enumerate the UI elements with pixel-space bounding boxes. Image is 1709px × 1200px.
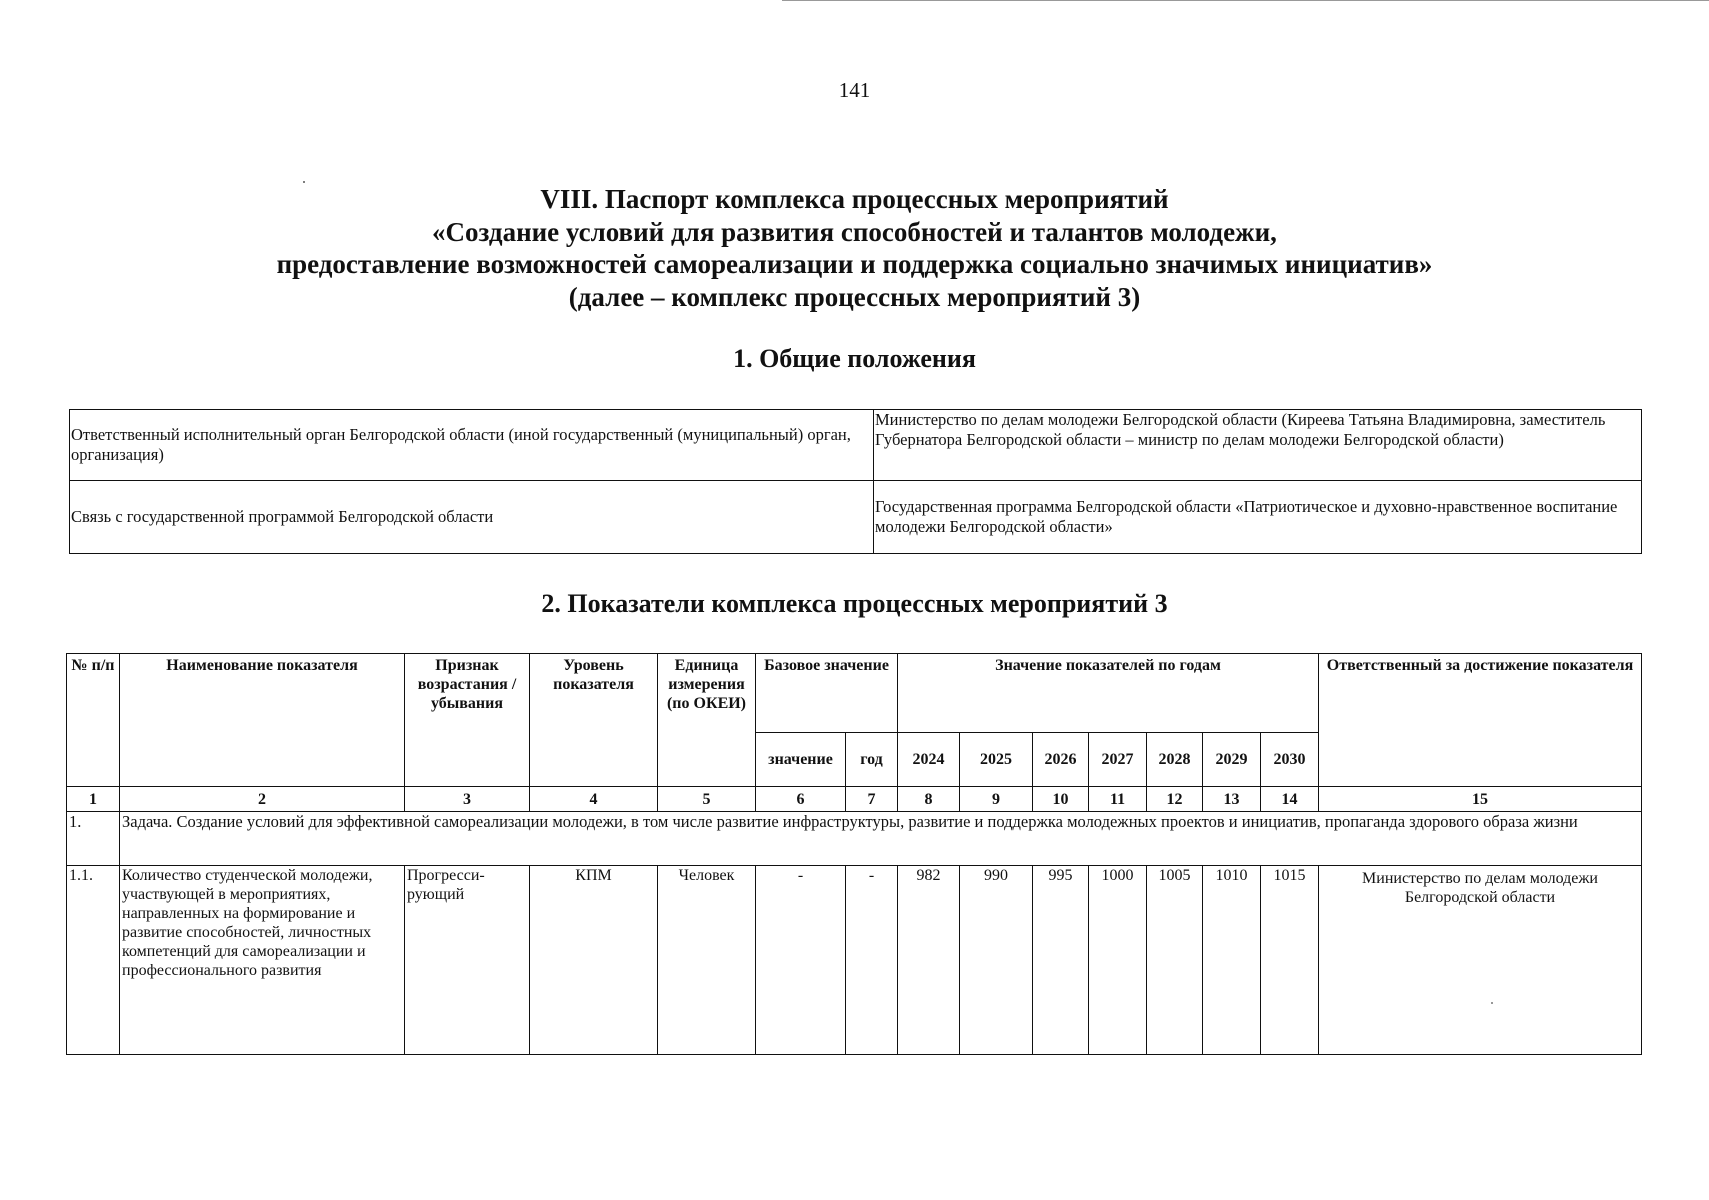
indicator-sign: Прогресси-рующий [405,866,530,1055]
column-number: 2 [120,787,405,812]
header-year: 2028 [1147,733,1203,787]
indicator-base-year: - [846,866,898,1055]
header-years-group: Значение показателей по годам [898,654,1319,733]
column-number: 7 [846,787,898,812]
column-number: 13 [1203,787,1261,812]
header-base: Базовое значение [756,654,898,733]
indicators-table [66,653,1642,1055]
indicator-level: КПМ [530,866,658,1055]
page-number: 141 [838,78,871,102]
indicator-row [67,866,1642,1055]
header-year: 2030 [1261,733,1319,787]
header-unit: Единица измерения (по ОКЕИ) [658,654,756,787]
title-line-3: предоставление возможностей самореализации и поддержка социально значимых инициатив» [276,249,1433,279]
title-line-2: «Создание условий для развития способностей и талантов молодежи, [432,216,1277,247]
column-number: 10 [1033,787,1089,812]
top-edge-line [782,0,1709,1]
task-num: 1. [67,812,120,866]
header-responsible: Ответственный за достижение показателя [1319,654,1642,787]
task-row [67,812,1642,866]
column-number-row [67,787,1642,812]
indicator-value: 982 [898,866,960,1055]
header-base-year: год [846,733,898,787]
header-level: Уровень показателя [530,654,658,787]
header-sign: Признак возрастания / убывания [405,654,530,787]
general-value-cell: Государственная программа Белгородской области «Патриотическое и духовно-нравственное воспитание молодежи Белгородской области» [874,481,1642,554]
column-number: 1 [67,787,120,812]
indicator-value: 990 [960,866,1033,1055]
task-text: Задача. Создание условий для эффективной самореализации молодежи, в том числе развитие инфраструктуры, развитие и поддержка молодежных проектов и инициатив, пропаганда здорового образа жизни [120,812,1642,866]
header-base-value: значение [756,733,846,787]
header-row [67,654,1642,733]
table-row [70,481,1642,554]
indicator-value: 995 [1033,866,1089,1055]
header-name: Наименование показателя [120,654,405,787]
general-label-cell: Ответственный исполнительный орган Белгородской области (иной государственный (муниципальный) орган, организация) [70,410,874,481]
indicator-value: 1015 [1261,866,1319,1055]
column-number: 14 [1261,787,1319,812]
general-value-cell: Министерство по делам молодежи Белгородской области (Киреева Татьяна Владимировна, заместитель Губернатора Белгородской области – министр по делам молодежи Белгородской области) [874,410,1642,481]
indicator-base-value: - [756,866,846,1055]
title-line-1: VIII. Паспорт комплекса процессных мероприятий [540,184,1169,214]
column-number: 4 [530,787,658,812]
general-provisions-table [69,409,1642,554]
column-number: 3 [405,787,530,812]
table-row [70,410,1642,481]
indicator-num: 1.1. [67,866,120,1055]
header-year: 2029 [1203,733,1261,787]
column-number: 15 [1319,787,1642,812]
column-number: 11 [1089,787,1147,812]
header-num: № п/п [67,654,120,787]
document-title [0,183,1709,313]
section-1-heading: 1. Общие положения [733,344,976,373]
column-number: 12 [1147,787,1203,812]
indicator-unit: Человек [658,866,756,1055]
column-number: 5 [658,787,756,812]
indicator-value: 1005 [1147,866,1203,1055]
section-2-heading: 2. Показатели комплекса процессных мероприятий 3 [541,589,1168,618]
indicator-value: 1000 [1089,866,1147,1055]
header-year: 2026 [1033,733,1089,787]
indicator-name: Количество студенческой молодежи, участвующей в мероприятиях, направленных на формирование и развитие способностей, личностных компетенций для самореализации и профессионального развития [120,866,405,1055]
general-label-cell: Связь с государственной программой Белгородской области [70,481,874,554]
header-year: 2027 [1089,733,1147,787]
indicator-value: 1010 [1203,866,1261,1055]
column-number: 9 [960,787,1033,812]
column-number: 6 [756,787,846,812]
column-number: 8 [898,787,960,812]
header-year: 2024 [898,733,960,787]
indicator-responsible: Министерство по делам молодежи Белгородской области [1319,866,1642,1055]
header-year: 2025 [960,733,1033,787]
title-line-4: (далее – комплекс процессных мероприятий 3) [568,281,1141,312]
